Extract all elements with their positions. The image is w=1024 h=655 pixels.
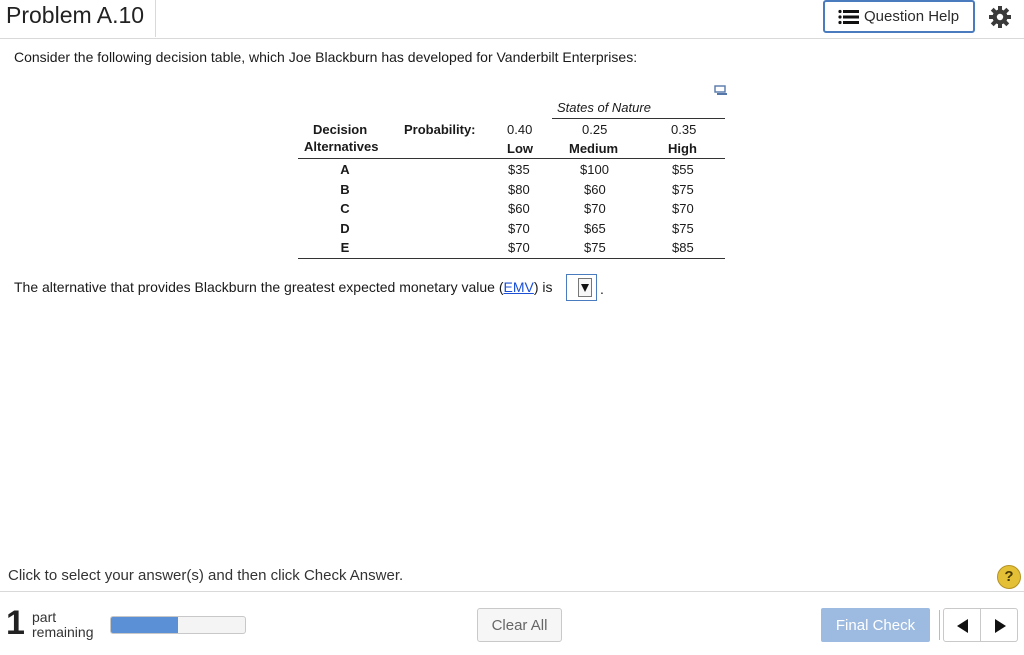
probability-label: Probability: (404, 122, 476, 137)
progress-fill (111, 617, 178, 633)
help-icon[interactable]: ? (997, 565, 1021, 589)
high-cell: $55 (672, 162, 694, 177)
header-divider (298, 158, 725, 159)
left-arrow-icon (957, 619, 968, 633)
parts-remaining-label (32, 610, 93, 640)
question-after: ) is (533, 279, 553, 295)
medium-cell: $70 (584, 201, 606, 216)
state-low: Low (507, 141, 533, 156)
question-text (14, 279, 553, 295)
medium-cell: $65 (584, 221, 606, 236)
high-cell: $75 (672, 182, 694, 197)
probability-high: 0.35 (671, 122, 697, 137)
states-underline (552, 118, 725, 119)
alt-cell: C (340, 201, 350, 216)
question-help-button[interactable] (823, 0, 975, 33)
state-medium: Medium (569, 141, 619, 156)
dropdown-arrow-icon[interactable] (578, 278, 592, 297)
emv-link[interactable]: EMV (503, 279, 534, 295)
next-button[interactable] (980, 608, 1018, 642)
page-title: Problem A.10 (6, 2, 145, 28)
low-cell: $70 (508, 221, 530, 236)
high-cell: $85 (672, 240, 694, 255)
medium-cell: $100 (580, 162, 609, 177)
part-label-line2: remaining (32, 624, 94, 640)
alt-cell: D (340, 221, 350, 236)
probability-medium: 0.25 (582, 122, 608, 137)
medium-cell: $60 (584, 182, 606, 197)
footer-bar (0, 591, 1024, 655)
alt-cell: B (340, 182, 350, 197)
alt-cell: E (340, 240, 350, 255)
parts-remaining-count: 1 (6, 604, 25, 642)
question-help-label: Question Help (864, 8, 960, 25)
list-icon (838, 9, 860, 25)
states-of-nature-header: States of Nature (557, 100, 651, 115)
high-cell: $75 (672, 221, 694, 236)
previous-button[interactable] (943, 608, 981, 642)
alt-cell: A (340, 162, 350, 177)
answer-dropdown[interactable] (566, 274, 597, 301)
instruction-text: Click to select your answer(s) and then click Check Answer. (8, 567, 404, 584)
decision-header: Decision (313, 122, 368, 137)
low-cell: $70 (508, 240, 530, 255)
clear-all-button[interactable]: Clear All (477, 608, 562, 642)
final-check-button[interactable]: Final Check (821, 608, 930, 642)
medium-cell: $75 (584, 240, 606, 255)
question-before: The alternative that provides Blackburn the greatest expected monetary value ( (14, 279, 504, 295)
high-cell: $70 (672, 201, 694, 216)
minimize-icon[interactable] (714, 85, 728, 97)
part-label-line1: part (32, 609, 57, 625)
low-cell: $80 (508, 182, 530, 197)
state-high: High (668, 141, 697, 156)
low-cell: $60 (508, 201, 530, 216)
nav-separator (939, 610, 940, 640)
title-divider (155, 0, 156, 37)
alternatives-header: Alternatives (304, 139, 379, 154)
probability-low: 0.40 (507, 122, 533, 137)
progress-bar (110, 616, 246, 634)
right-arrow-icon (995, 619, 1006, 633)
low-cell: $35 (508, 162, 530, 177)
question-period: . (600, 281, 604, 297)
table-bottom-rule (298, 258, 725, 259)
header-bar (0, 0, 1024, 39)
problem-prompt: Consider the following decision table, which Joe Blackburn has developed for Vanderbilt Enterprises: (14, 49, 638, 65)
gear-icon[interactable] (988, 5, 1012, 29)
